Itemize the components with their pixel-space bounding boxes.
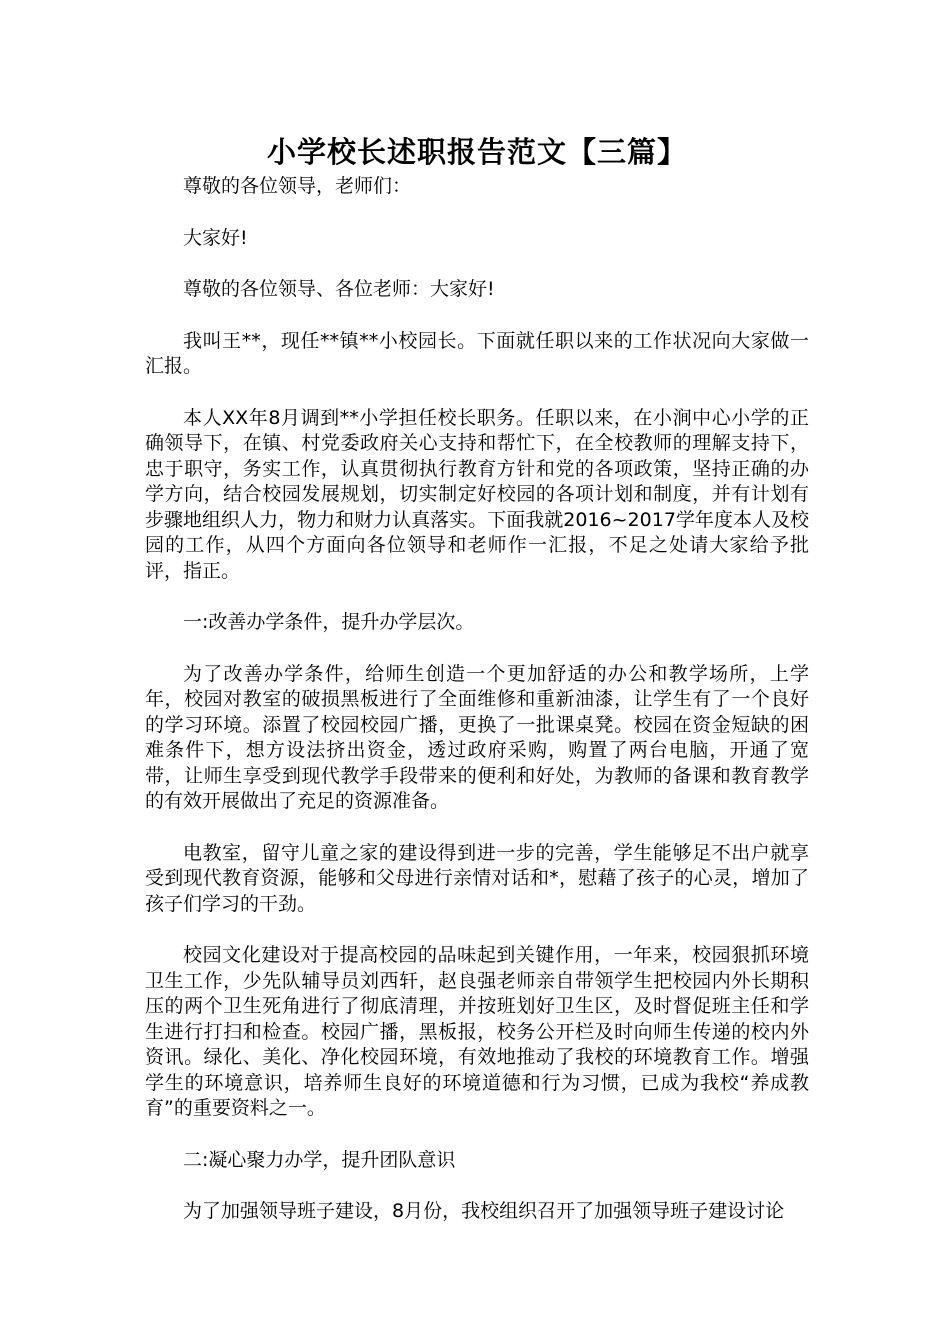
paragraph-greeting: 大家好! (183, 226, 248, 249)
paragraph-leadership: 为了加强领导班子建设，8月份，我校组织召开了加强领导班子建设讨论 (183, 1200, 785, 1222)
paragraph-conditions: 为了改善办学条件，给师生创造一个更加舒适的办公和教学场所，上学年，校园对教室的破损黑板进行了全面维修和重新油漆，让学生有了一个良好的学习环境。添置了校园校园广播，更换了一批课桌凳。校园在资金短缺的困难条件下，想方设法挤出资金，透过政府采购，购置了两台电脑，开通了宽带，让师生享受到现代教学手段带来的便利和好处，为教师的备课和教育教学的有效开展做出了充足的资源准备。 (145, 662, 809, 812)
paragraph-overview: 本人XX年8月调到**小学担任校长职务。任职以来，在小涧中心小学的正确领导下，在镇、村党委政府关心支持和帮忙下，在全校教师的理解支持下，忠于职守，务实工作，认真贯彻执行教育方针和党的各项政策，坚持正确的办学方向，结合校园发展规划，切实制定好校园的各项计划和制度，并有计划有步骤地组织人力，物力和财力认真落实。下面我就2016~2017学年度本人及校园的工作，从四个方面向各位领导和老师作一汇报，不足之处请大家给予批评，指正。 (145, 406, 809, 582)
section-heading-one: 一:改善办学条件，提升办学层次。 (183, 611, 475, 633)
section-heading-two: 二:凝心聚力办学，提升团队意识 (183, 1148, 456, 1171)
paragraph-introduction: 我叫王**，现任**镇**小校园长。下面就任职以来的工作状况向大家做一汇报。 (145, 329, 809, 377)
paragraph-salutation-leaders: 尊敬的各位领导、各位老师：大家好! (183, 278, 495, 300)
document-title: 小学校长述职报告范文【三篇】 (266, 135, 687, 169)
document-body (145, 174, 809, 1225)
paragraph-multimedia-room: 电教室，留守儿童之家的建设得到进一步的完善，学生能够足不出户就享受到现代教育资源，能够和父母进行亲情对话和*，慰藉了孩子的心灵，增加了孩子们学习的干劲。 (145, 841, 809, 915)
paragraph-salutation-teachers: 尊敬的各位领导，老师们： (183, 175, 412, 197)
document-page (145, 0, 809, 1344)
paragraph-campus-culture: 校园文化建设对于提高校园的品味起到关键作用，一年来，校园狠抓环境卫生工作，少先队辅导员刘西轩，赵良强老师亲自带领学生把校园内外长期积压的两个卫生死角进行了彻底清理，并按班划好卫生区，及时督促班主任和学生进行打扫和检查。校园广播，黑板报，校务公开栏及时向师生传递的校内外资讯。绿化、美化、净化校园环境，有效地推动了我校的环境教育工作。增强学生的环境意识，培养师生良好的环境道德和行为习惯，已成为我校“养成教育”的重要资料之一。 (145, 944, 809, 1119)
